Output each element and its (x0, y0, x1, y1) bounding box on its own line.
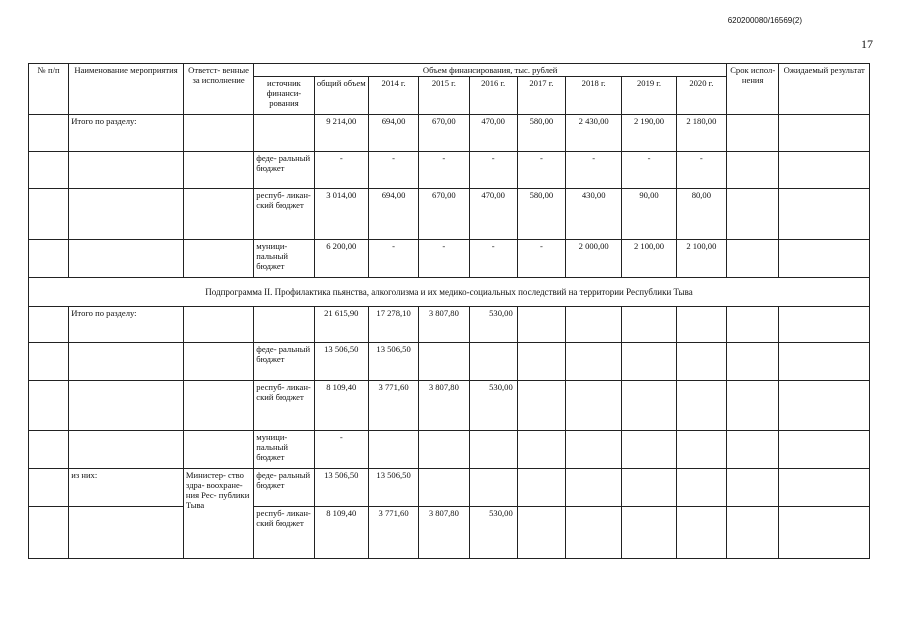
document-id: 620200080/16569(2) (727, 16, 802, 25)
table-row: Итого по разделу: 21 615,90 17 278,10 3 807,80 530,00 (29, 307, 870, 343)
row-responsible: Министер- ство здра- воохране- ния Рес- публики Тыва (183, 469, 253, 559)
cell-total: 21 615,90 (314, 307, 368, 343)
col-funding-group: Объем финансирования, тыс. рублей (254, 64, 727, 77)
col-2014: 2014 г. (368, 77, 418, 115)
row-source: муници- пальный бюджет (254, 431, 314, 469)
col-result: Ожидаемый результат (779, 64, 870, 115)
col-source: источник финанси- рования (254, 77, 314, 115)
subprogram-title: Подпрограмма II. Профилактика пьянства, алкоголизма и их медико-социальных последствий на территории Республики Тыва (29, 278, 870, 307)
row-source: респуб- ликан- ский бюджет (254, 381, 314, 431)
row-source: феде- ральный бюджет (254, 152, 314, 189)
col-2016: 2016 г. (469, 77, 517, 115)
table-row: феде- ральный бюджет - - - - - - - - (29, 152, 870, 189)
cell-total: 9 214,00 (314, 115, 368, 152)
table-row: респуб- ликан- ский бюджет 8 109,40 3 771,60 3 807,80 530,00 (29, 507, 870, 559)
col-name: Наименование мероприятия (69, 64, 184, 115)
col-term: Срок испол- нения (727, 64, 779, 115)
table-row: муници- пальный бюджет - (29, 431, 870, 469)
row-name: Итого по разделу: (69, 307, 184, 343)
col-2015: 2015 г. (419, 77, 469, 115)
table-row: Итого по разделу: 9 214,00 694,00 670,00 470,00 580,00 2 430,00 2 190,00 2 180,00 (29, 115, 870, 152)
subprogram-row (29, 278, 870, 307)
row-source: респуб- ликан- ский бюджет (254, 507, 314, 559)
row-source: респуб- ликан- ский бюджет (254, 189, 314, 240)
table-row: муници- пальный бюджет 6 200,00 - - - - 2 000,00 2 100,00 2 100,00 (29, 240, 870, 278)
col-2018: 2018 г. (566, 77, 622, 115)
table-row: респуб- ликан- ский бюджет 8 109,40 3 771,60 3 807,80 530,00 (29, 381, 870, 431)
col-2017: 2017 г. (517, 77, 565, 115)
row-name: Итого по разделу: (69, 115, 184, 152)
row-source: муници- пальный бюджет (254, 240, 314, 278)
col-2020: 2020 г. (676, 77, 726, 115)
row-source: феде- ральный бюджет (254, 469, 314, 507)
col-2019: 2019 г. (622, 77, 676, 115)
row-name: из них: (69, 469, 184, 507)
page-number: 17 (861, 37, 873, 51)
table-row: феде- ральный бюджет 13 506,50 13 506,50 (29, 343, 870, 381)
funding-table (28, 63, 870, 559)
table-row: респуб- ликан- ский бюджет 3 014,00 694,00 670,00 470,00 580,00 430,00 90,00 80,00 (29, 189, 870, 240)
section2-body (29, 307, 870, 559)
col-total: общий объем (314, 77, 368, 115)
col-responsible: Ответст- венные за исполнение (183, 64, 253, 115)
section1-body (29, 115, 870, 307)
row-source: феде- ральный бюджет (254, 343, 314, 381)
table-header (29, 64, 870, 115)
table-row: из них: Министер- ство здра- воохране- ния Рес- публики Тыва феде- ральный бюджет 13 506,50 13 506,50 (29, 469, 870, 507)
col-num: № п/п (29, 64, 69, 115)
